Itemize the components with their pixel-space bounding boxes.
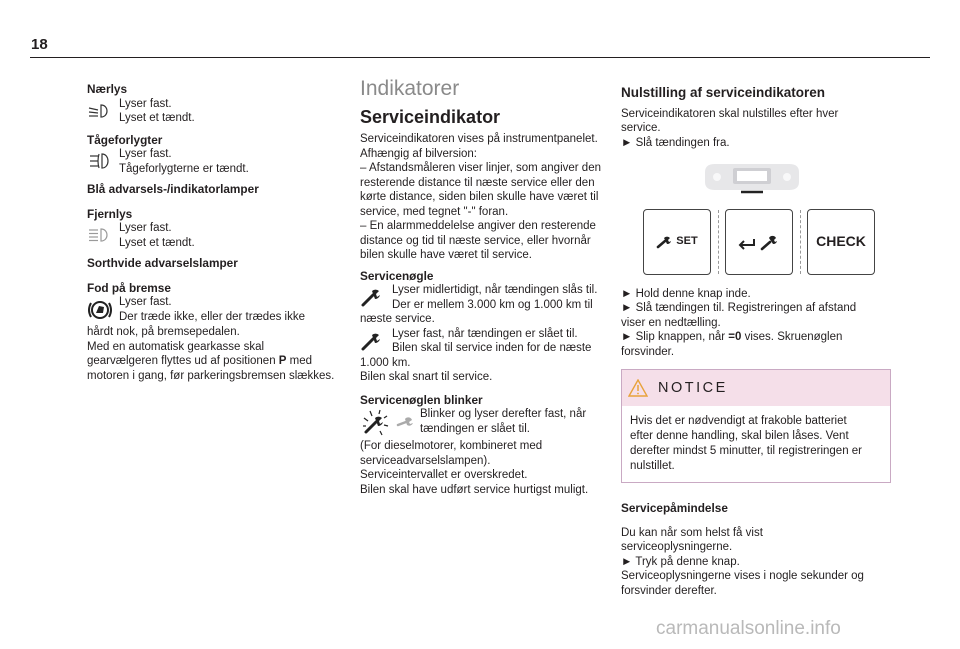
gear-p-label: P xyxy=(278,355,287,367)
divider xyxy=(793,210,807,274)
wrench-icon xyxy=(360,283,392,311)
low-beam-line2: Lyset et tændt. xyxy=(119,112,195,124)
service-indicator-title: Serviceindikator xyxy=(360,106,501,127)
set-label: SET xyxy=(676,235,698,248)
check-label: CHECK xyxy=(816,233,866,250)
fog-heading: Tågeforlygter xyxy=(87,132,163,147)
low-beam-line1: Lyser fast. xyxy=(119,97,172,110)
reset-step: ► Slip knappen, når =0 vises. Skruenøglen xyxy=(621,331,843,343)
reset-intro-line: Serviceindikatoren skal nulstilles efter hver xyxy=(621,107,839,120)
header-rule xyxy=(30,57,930,58)
column-reset xyxy=(621,82,891,598)
warning-icon xyxy=(628,379,648,397)
notice-line: derefter mindst 5 minutter, til registreringen er xyxy=(630,445,863,457)
fog-section xyxy=(87,133,343,177)
intro-line: bilen skulle have været til service. xyxy=(360,249,532,261)
fog-line1: Lyser fast. xyxy=(119,148,172,160)
section-title: Indikatorer xyxy=(360,77,460,100)
service-key-section xyxy=(360,269,612,385)
high-beam-icon xyxy=(87,221,119,249)
column-service-indicator xyxy=(360,77,612,497)
reminder-line: serviceoplysningerne. xyxy=(621,541,733,553)
blink-line: serviceadvarselslampen). xyxy=(360,454,491,467)
intro-line: kørte distance, siden bilen skulle have været til xyxy=(360,191,599,203)
brake-foot-line4: Med en automatisk gearkasse skal xyxy=(87,340,265,353)
instrument-panel-icon xyxy=(699,162,891,201)
notice-header xyxy=(622,370,890,406)
reset-intro-line: service. xyxy=(621,122,661,134)
fog-line2: Tågeforlygterne er tændt. xyxy=(119,162,249,175)
low-beam-section xyxy=(87,82,343,126)
button-row xyxy=(643,209,891,275)
service-key-a3: næste service. xyxy=(360,313,435,325)
blink-line: Serviceintervallet er overskredet. xyxy=(360,469,528,481)
intro-line: – Afstandsmåleren viser linjer, som angiver den xyxy=(360,162,601,174)
intro-line: Afhængig af bilversion: xyxy=(360,147,477,160)
high-beam-line2: Lyset et tændt. xyxy=(119,236,195,249)
high-beam-heading: Fjernlys xyxy=(87,206,133,221)
service-key-heading: Servicenøgle xyxy=(360,268,434,283)
service-key-blink-heading: Servicenøglen blinker xyxy=(360,392,483,407)
brake-foot-line6: motoren i gang, før parkeringsbremsen slækkes. xyxy=(87,369,335,382)
brake-foot-heading: Fod på bremse xyxy=(87,280,171,295)
reminder-line: Serviceoplysningerne vises i nogle sekunder og xyxy=(621,570,864,582)
blink-a1: Blinker og lyser derefter fast, når xyxy=(420,408,587,420)
reset-steps xyxy=(621,287,891,360)
brake-foot-line3: hårdt nok, på bremsepedalen. xyxy=(87,326,240,338)
reminder-section xyxy=(621,501,891,598)
notice-line: efter denne handling, skal bilen låses. Vent xyxy=(630,430,849,442)
high-beam-line1: Lyser fast. xyxy=(119,222,172,234)
intro-line: distance og tid til næste service, eller hvornår xyxy=(360,234,591,247)
notice-body xyxy=(622,406,890,482)
service-key-c1: Bilen skal snart til service. xyxy=(360,371,493,383)
set-button[interactable] xyxy=(643,209,711,275)
notice-line: Hvis det er nødvendigt at frakoble batteriet xyxy=(630,415,847,427)
service-key-b1: Lyser fast, når tændingen er slået til. xyxy=(392,327,578,340)
reset-step: forsvinder. xyxy=(621,345,675,358)
reset-step: ► Hold denne knap inde. xyxy=(621,287,751,300)
low-beam-heading: Nærlys xyxy=(87,82,127,96)
blue-lamps-heading: Blå advarsels-/indikatorlamper xyxy=(87,182,259,196)
reminder-line: Du kan når som helst få vist xyxy=(621,526,763,539)
divider xyxy=(711,210,725,274)
service-key-a2: Der er mellem 3.000 km og 1.000 km til xyxy=(392,298,593,311)
notice-line: nulstillet. xyxy=(630,460,675,472)
service-intro xyxy=(360,132,612,263)
return-wrench-icon xyxy=(736,231,782,253)
intro-line: Serviceindikatoren vises på instrumentpanelet. xyxy=(360,133,598,145)
reminder-heading: Servicepåmindelse xyxy=(621,501,728,515)
service-key-blink-section xyxy=(360,393,612,498)
brake-foot-line2: Der træde ikke, eller der trædes ikke xyxy=(119,310,305,323)
intro-line: resterende distance til næste service eller den xyxy=(360,176,595,189)
blinking-wrench-icon xyxy=(360,407,420,439)
brake-foot-line1: Lyser fast. xyxy=(119,296,172,308)
wrench-icon xyxy=(360,327,392,355)
check-button[interactable] xyxy=(807,209,875,275)
blink-line: Bilen skal have udført service hurtigst muligt. xyxy=(360,483,589,496)
brake-foot-section xyxy=(87,281,343,384)
blink-a2: tændingen er slået til. xyxy=(420,422,530,435)
fog-light-icon xyxy=(87,147,119,175)
reminder-line: forsvinder derefter. xyxy=(621,584,717,597)
reset-heading: Nulstilling af serviceindikatoren xyxy=(621,85,826,100)
reset-step: viser en nedtælling. xyxy=(621,316,721,329)
brake-foot-line5: gearvælgeren flyttes ud af positionen P med xyxy=(87,355,313,367)
low-beam-icon xyxy=(87,97,119,125)
notice-box xyxy=(621,369,891,483)
service-key-a1: Lyser midlertidigt, når tændingen slås til. xyxy=(392,284,598,296)
brake-foot-icon xyxy=(87,295,119,325)
blink-line: (For dieselmotorer, kombineret med xyxy=(360,440,543,452)
reset-step: ► Slå tændingen til. Registreringen af afstand xyxy=(621,302,857,314)
reset-intro-line: ► Slå tændingen fra. xyxy=(621,136,730,149)
service-key-b3: 1.000 km. xyxy=(360,356,411,369)
high-beam-section xyxy=(87,207,343,251)
service-key-b2: Bilen skal til service inden for de næste xyxy=(392,342,592,354)
column-lamps xyxy=(87,82,343,383)
intro-line: service, med tegnet "-" foran. xyxy=(360,205,509,218)
page-number: 18 xyxy=(31,36,48,53)
bw-lamps-heading: Sorthvide advarselslamper xyxy=(87,256,238,270)
reset-intro xyxy=(621,107,891,151)
notice-title: NOTICE xyxy=(658,379,728,396)
watermark[interactable]: carmanualsonline.info xyxy=(656,618,841,639)
reminder-line: ► Tryk på denne knap. xyxy=(621,555,740,568)
intro-line: – En alarmmeddelelse angiver den resterende xyxy=(360,220,596,232)
reset-arrow-button[interactable] xyxy=(725,209,793,275)
wrench-icon xyxy=(656,235,672,249)
